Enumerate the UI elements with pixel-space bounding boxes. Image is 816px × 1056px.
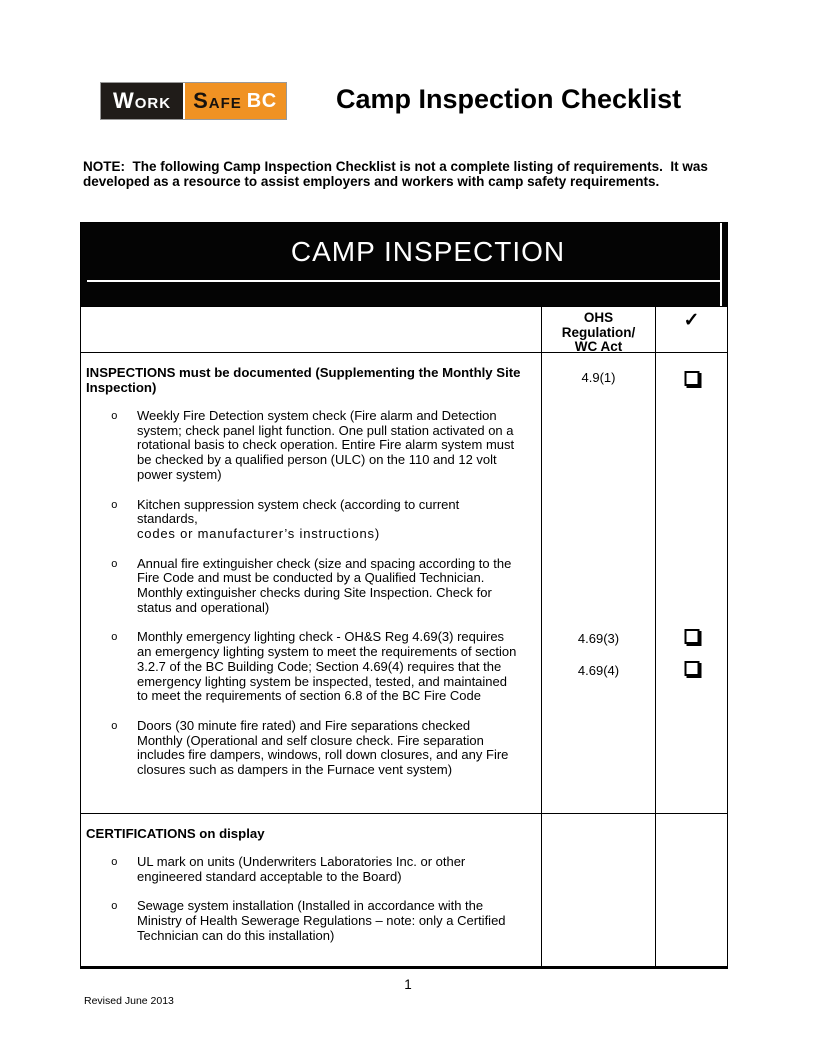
section-heading: CERTIFICATIONS on display: [86, 826, 265, 841]
regulation-header-line: Regulation/: [561, 324, 636, 340]
revised-date: Revised June 2013: [84, 995, 174, 1007]
bullet-marker: o: [111, 632, 118, 645]
bullet-marker: o: [111, 499, 118, 512]
bullet-text: Monthly emergency lighting check - OH&S Reg 4.69(3) requires an emergency lighting system to meet the requirements of section 3.2.7 of the BC Building Code; Section 4.69(4) requires that the emergency lighting system be inspected, tested, and maintained to meet the requirements of section 6.8 of the BC Fire Code: [137, 629, 517, 704]
bullet-text: Annual fire extinguisher check (size and spacing according to the Fire Code and must be conducted by a Qualified Technician. Monthly extinguisher checks during Site Inspection. Check for status and operational): [137, 555, 512, 615]
bullet-item: [111, 899, 535, 943]
header-item-cell: [81, 307, 542, 355]
inspections-row: [81, 352, 727, 813]
bullet-item: [111, 855, 535, 884]
logo-bc-text: BC: [246, 90, 277, 112]
banner-area: [81, 223, 727, 306]
certifications-item-cell: [81, 814, 542, 966]
bullet-text-main: Kitchen suppression system check (according to current standards,: [137, 496, 460, 527]
bullet-marker: o: [111, 857, 118, 869]
bullet-text: Doors (30 minute fire rated) and Fire separations checked Monthly (Operational and self closure check. Fire separation includes fire dampers, windows, roll down closures, and any Fire closures such as dampers in the Furnace vent system): [137, 717, 509, 778]
regulation-ref: 4.69(4): [577, 663, 620, 678]
bullet-text: UL mark on units (Underwriters Laboratories Inc. or other engineered standard acceptable to the Board): [137, 854, 466, 884]
banner-black-strip: [81, 282, 727, 306]
bullet-text: Weekly Fire Detection system check (Fire alarm and Detection system; check panel light function. One pull station activated on a rotational basis to check operation. Entire Fire alarm system must be checked by a qualified person (ULC) on the 110 and 12 volt power system): [137, 408, 515, 482]
regulation-ref: 4.9(1): [581, 370, 616, 385]
note-label: NOTE:: [83, 159, 125, 174]
header-regulation-cell: [542, 307, 656, 355]
bullet-marker: o: [111, 901, 118, 914]
bullet-item: [111, 498, 535, 542]
logo-safe-text: Safe: [193, 88, 242, 113]
bullet-item: [111, 409, 535, 483]
worksafebc-logo: [100, 82, 287, 120]
table-header-row: [81, 306, 727, 355]
note-text: The following Camp Inspection Checklist is not a complete listing of requirements. It was developed as a resource to assist employers and workers with camp safety requirements.: [83, 159, 712, 189]
certifications-row: [81, 813, 727, 966]
bullet-marker: o: [111, 720, 118, 733]
checkbox-icon[interactable]: [684, 661, 699, 676]
page-title: Camp Inspection Checklist: [336, 84, 682, 114]
section-heading: INSPECTIONS must be documented (Supplementing the Monthly Site Inspection): [86, 365, 521, 395]
bullet-item: [111, 557, 535, 616]
logo-work-segment: [101, 83, 183, 119]
bullet-item: [111, 630, 535, 704]
header-check-cell: [656, 307, 727, 355]
banner-divider-vertical: [720, 223, 722, 306]
page-number: 1: [404, 977, 412, 992]
bullet-marker: o: [111, 558, 118, 571]
inspections-check-cell: [656, 353, 727, 813]
certifications-check-cell: [656, 814, 727, 966]
regulation-header-line: WC Act: [574, 339, 623, 355]
certifications-regulation-cell: [542, 814, 656, 966]
camp-inspection-table: [80, 222, 728, 969]
logo-safebc-segment: [183, 83, 286, 119]
note-paragraph: [83, 159, 715, 189]
checkbox-icon[interactable]: [684, 629, 699, 644]
inspections-regulation-cell: [542, 353, 656, 813]
banner-title: CAMP INSPECTION: [290, 235, 566, 267]
camp-inspection-banner: [81, 223, 727, 280]
bullet-text: Sewage system installation (Installed in accordance with the Ministry of Health Sewerage Regulations – note: only a Certified Technician can do this installation): [137, 898, 506, 943]
inspections-item-cell: [81, 353, 542, 813]
checkbox-icon[interactable]: [684, 371, 699, 386]
checkmark-icon: ✓: [683, 310, 700, 331]
regulation-ref: 4.69(3): [577, 631, 620, 646]
logo-work-text: Work: [113, 88, 172, 113]
bullet-text-alt: codes or manufacturer’s instructions): [137, 525, 380, 541]
bullet-item: [111, 719, 535, 778]
regulation-header-line: OHS: [583, 310, 614, 325]
bullet-marker: o: [111, 411, 118, 423]
bullet-text: [137, 498, 519, 542]
